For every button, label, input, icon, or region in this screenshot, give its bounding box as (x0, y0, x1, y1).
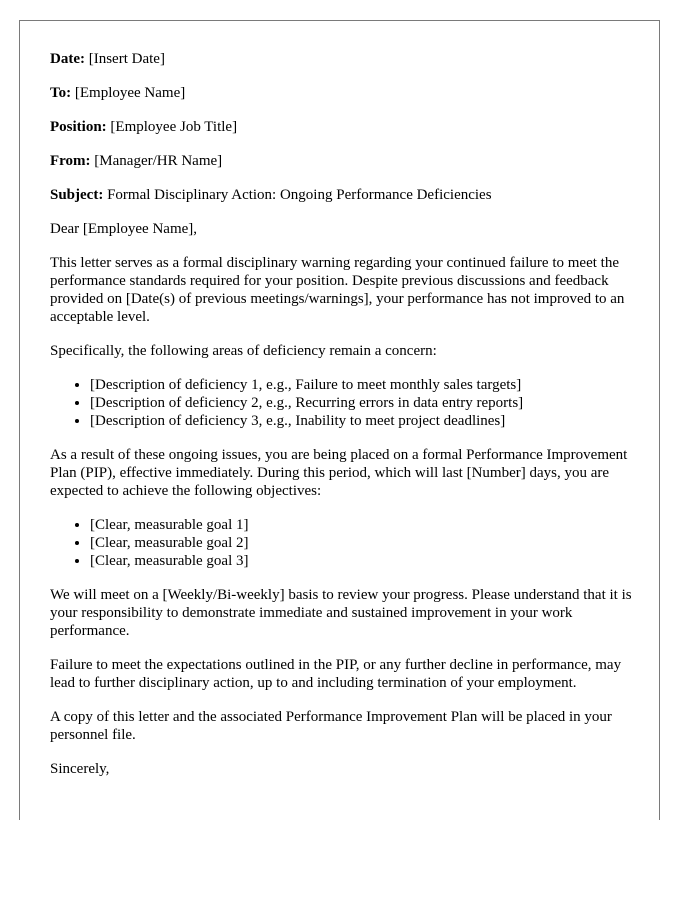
letter-page (19, 20, 660, 820)
position-line (50, 118, 640, 136)
to-line (50, 84, 640, 102)
subject-line (50, 186, 640, 204)
date-line (50, 50, 640, 68)
subject-label: Subject: (50, 187, 104, 203)
to-label: To: (50, 85, 72, 101)
from-label: From: (50, 153, 91, 169)
list-item: • [Clear, measurable goal 2] (90, 534, 640, 552)
deficiency-intro: Specifically, the following areas of deficiency remain a concern: (50, 343, 437, 359)
deficiency-list (50, 376, 640, 430)
consequences-paragraph: Failure to meet the expectations outlined in the PIP, or any further decline in performance, may lead to further disciplinary action, up to and including termination of your employment. (50, 657, 622, 691)
letter-content (50, 50, 640, 794)
date-label: Date: (50, 51, 85, 67)
meeting-paragraph: We will meet on a [Weekly/Bi-weekly] basis to review your progress. Please understand that it is your responsibility to demonstrate immediate and sustained improvement in your work performance. (50, 587, 632, 639)
list-item: • [Description of deficiency 3, e.g., Inability to meet project deadlines] (90, 412, 640, 430)
list-item: • [Clear, measurable goal 3] (90, 552, 640, 570)
position-label: Position: (50, 119, 107, 135)
goals-list (50, 516, 640, 570)
file-note-paragraph: A copy of this letter and the associated Performance Improvement Plan will be placed in your personnel file. (50, 709, 612, 743)
to-value: [Employee Name] (74, 85, 186, 101)
position-value: [Employee Job Title] (110, 119, 238, 135)
date-value: [Insert Date] (88, 51, 165, 67)
list-item: • [Clear, measurable goal 1] (90, 516, 640, 534)
list-item: • [Description of deficiency 2, e.g., Recurring errors in data entry reports] (90, 394, 640, 412)
from-value: [Manager/HR Name] (94, 153, 223, 169)
subject-value: Formal Disciplinary Action: Ongoing Performance Deficiencies (107, 187, 492, 203)
from-line (50, 152, 640, 170)
list-item: • [Description of deficiency 1, e.g., Failure to meet monthly sales targets] (90, 376, 640, 394)
salutation: Dear [Employee Name], (50, 221, 198, 237)
pip-paragraph: As a result of these ongoing issues, you are being placed on a formal Performance Improvement Plan (PIP), effective immediately. During this period, which will last [Number] days, you are expected to achieve the following objectives: (50, 447, 628, 499)
closing: Sincerely, (50, 761, 110, 777)
intro-paragraph: This letter serves as a formal disciplinary warning regarding your continued failure to meet the performance standards required for your position. Despite previous discussions and feedback provided on [Date(s) of previous meetings/warnings], your performance has not improved to an acceptable level. (50, 255, 625, 325)
